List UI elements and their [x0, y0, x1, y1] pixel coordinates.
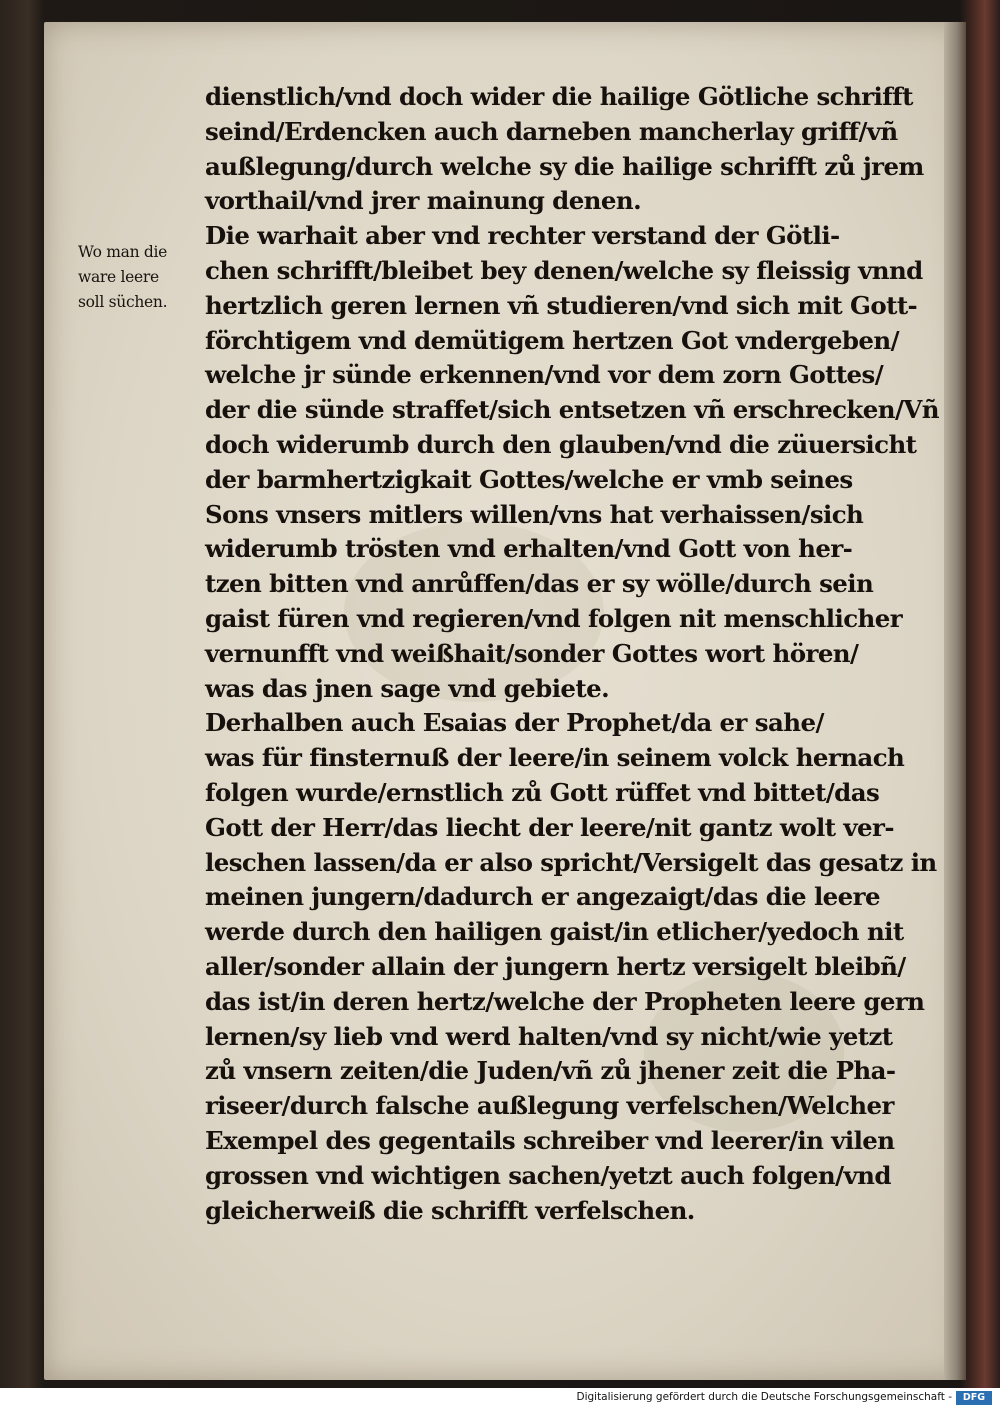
text-line: Sons vnsers mitlers willen/vns hat verhaissen/sich: [205, 499, 864, 529]
text-line: was für finsternuß der leere/in seinem volck hernach: [205, 743, 905, 773]
text-line: zů vnsern zeiten/die Juden/vñ zů jhener zeit die Pha-: [205, 1056, 896, 1086]
text-line: Gott der Herr/das liecht der leere/nit gantz wolt ver-: [205, 812, 894, 842]
text-line: der barmhertzigkait Gottes/welche er vmb seines: [205, 464, 853, 494]
text-line: welche jr sünde erkennen/vnd vor dem zorn Gottes/: [205, 360, 884, 390]
text-line: der die sünde straffet/sich entsetzen vñ erschrecken/Vñ: [205, 395, 939, 425]
dfg-logo: DFG: [956, 1391, 992, 1405]
text-line: förchtigem vnd demütigem hertzen Got vndergeben/: [205, 325, 899, 355]
text-line: gaist füren vnd regieren/vnd folgen nit menschlicher: [205, 603, 903, 633]
text-line: Exempel des gegentails schreiber vnd leerer/in vilen: [205, 1125, 895, 1155]
text-line: hertzlich geren lernen vñ studieren/vnd sich mit Gott-: [205, 290, 918, 320]
margin-note-line: Wo man die: [78, 243, 168, 261]
footer-credit: Digitalisierung gefördert durch die Deutsche Forschungsgemeinschaft -: [576, 1391, 952, 1403]
text-line: Die warhait aber vnd rechter verstand der Götli-: [205, 221, 840, 251]
text-line: folgen wurde/ernstlich zů Gott rüffet vnd bittet/das: [205, 777, 880, 807]
footer-bar: [0, 1388, 1000, 1409]
margin-note: [78, 240, 203, 315]
text-line: grossen vnd wichtigen sachen/yetzt auch folgen/vnd: [205, 1160, 891, 1190]
text-line: chen schrifft/bleibet bey denen/welche sy fleissig vnnd: [205, 255, 923, 285]
text-line: Derhalben auch Esaias der Prophet/da er sahe/: [205, 708, 824, 738]
text-line: widerumb trösten vnd erhalten/vnd Gott von her-: [205, 534, 853, 564]
margin-note-line: ware leere: [78, 268, 159, 286]
text-line: vorthail/vnd jrer mainung denen.: [205, 186, 642, 216]
text-line: meinen jungern/dadurch er angezaigt/das die leere: [205, 882, 880, 912]
body-text: [205, 80, 945, 1228]
text-line: das ist/in deren hertz/welche der Propheten leere gern: [205, 986, 925, 1016]
text-line: werde durch den hailigen gaist/in etlicher/yedoch nit: [205, 917, 904, 947]
text-line: seind/Erdencken auch darneben mancherlay griff/vñ: [205, 116, 898, 146]
text-line: lernen/sy lieb vnd werd halten/vnd sy nicht/wie yetzt: [205, 1021, 893, 1051]
text-line: aller/sonder allain der jungern hertz versigelt bleibñ/: [205, 951, 906, 981]
margin-note-line: soll süchen.: [78, 293, 168, 311]
page-gutter: [944, 22, 966, 1380]
text-line: außlegung/durch welche sy die hailige schrifft zů jrem: [205, 151, 924, 181]
text-line: tzen bitten vnd anrůffen/das er sy wölle/durch sein: [205, 569, 874, 599]
text-line: riseer/durch falsche außlegung verfelschen/Welcher: [205, 1091, 894, 1121]
text-line: was das jnen sage vnd gebiete.: [205, 673, 610, 703]
text-line: dienstlich/vnd doch wider die hailige Götliche schrifft: [205, 82, 913, 111]
text-line: gleicherweiß die schrifft verfelschen.: [205, 1195, 695, 1225]
text-line: leschen lassen/da er also spricht/Versigelt das gesatz in: [205, 847, 937, 877]
text-line: vernunfft vnd weißhait/sonder Gottes wort hören/: [205, 638, 859, 668]
text-line: doch widerumb durch den glauben/vnd die züuersicht: [205, 429, 917, 459]
